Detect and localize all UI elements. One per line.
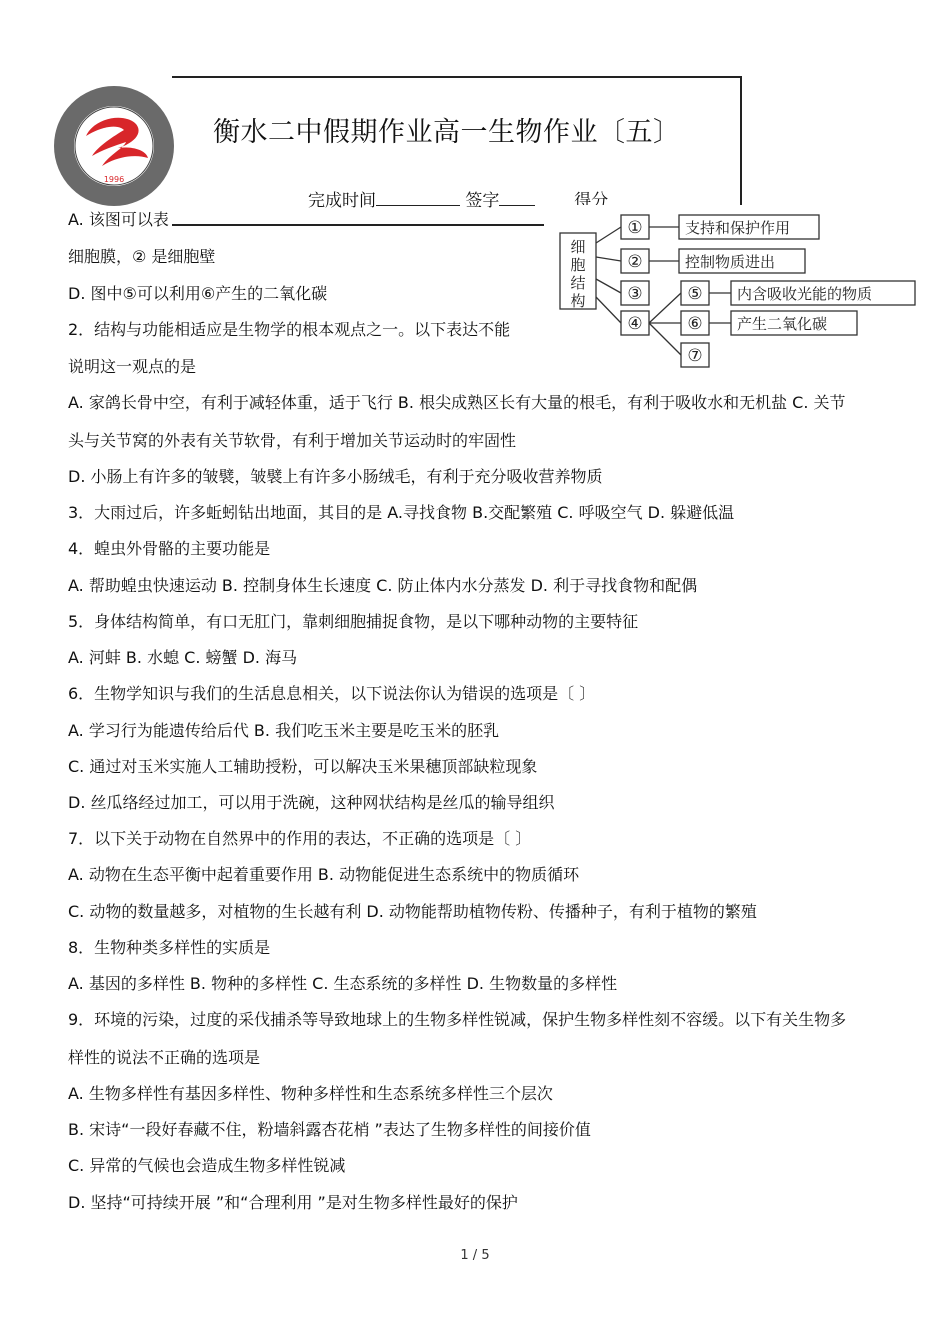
score-label: 得分 xyxy=(574,191,609,211)
text-line: A. 帮助蝗虫快速运动 B. 控制身体生长速度 C. 防止体内水分蒸发 D. 利于寻找食物和配偶 xyxy=(68,576,698,595)
question-8: 8．生物种类多样性的实质是 xyxy=(68,938,271,957)
text-line: A. 家鸽长骨中空，有利于减轻体重，适于飞行 B. 根尖成熟区长有大量的根毛，有利于吸收水和无机盐 C. 关节 xyxy=(68,393,846,412)
question-5: 5．身体结构简单，有口无肛门，靠刺细胞捕捉食物，是以下哪种动物的主要特征 xyxy=(68,612,639,631)
page-number: 1 / 5 xyxy=(460,1248,490,1263)
diagram-label-2: 控制物质进出 xyxy=(685,253,776,271)
text-line: B. 宋诗“一段好春藏不住，粉墙斜露杏花梢 ”表达了生物多样性的间接价值 xyxy=(68,1120,591,1139)
text-line: C. 动物的数量越多，对植物的生长越有利 D. 动物能帮助植物传粉、传播种子，有利于植物的繁殖 xyxy=(68,902,757,921)
diagram-node-5: ⑤ xyxy=(687,284,703,304)
diagram-root-char-2: 胞 xyxy=(570,256,586,274)
diagram-root-char-3: 结 xyxy=(570,274,586,292)
diagram-node-6: ⑥ xyxy=(687,314,703,334)
question-2: 2．结构与功能相适应是生物学的根本观点之一。以下表达不能 xyxy=(68,320,511,339)
diagram-node-3: ③ xyxy=(627,284,643,304)
text-line: A. 该图可以表 xyxy=(68,210,169,229)
question-7: 7．以下关于动物在自然界中的作用的表达，不正确的选项是〔 〕 xyxy=(68,829,532,848)
school-logo xyxy=(52,84,176,208)
text-line: A. 河蚌 B. 水螅 C. 螃蟹 D. 海马 xyxy=(68,648,298,667)
text-line: D. 坚持“可持续开展 ”和“合理利用 ”是对生物多样性最好的保护 xyxy=(68,1193,518,1212)
diagram-node-4: ④ xyxy=(627,314,643,334)
diagram-label-1: 支持和保护作用 xyxy=(685,219,791,237)
sign-label: 签字 xyxy=(465,191,500,211)
page-title: 衡水二中假期作业高一生物作业〔五〕 xyxy=(213,117,681,148)
header-underline xyxy=(172,224,544,226)
question-4: 4．蝗虫外骨骼的主要功能是 xyxy=(68,539,271,558)
diagram-node-7: ⑦ xyxy=(687,346,703,366)
complete-time-blank[interactable] xyxy=(376,189,460,206)
complete-time-label: 完成时间 xyxy=(308,191,376,211)
text-line: 样性的说法不正确的选项是 xyxy=(68,1048,261,1067)
cell-structure-diagram xyxy=(545,205,920,377)
sign-blank[interactable] xyxy=(499,189,535,206)
question-3: 3．大雨过后，许多蚯蚓钻出地面，其目的是 A.寻找食物 B.交配繁殖 C. 呼吸空气 D. 躲避低温 xyxy=(68,503,735,522)
text-line: D. 小肠上有许多的皱襞，皱襞上有许多小肠绒毛，有利于充分吸收营养物质 xyxy=(68,467,603,486)
text-line: 说明这一观点的是 xyxy=(68,357,197,376)
svg-text:1996: 1996 xyxy=(103,175,125,184)
text-line: A. 基因的多样性 B. 物种的多样性 C. 生态系统的多样性 D. 生物数量的多样性 xyxy=(68,974,618,993)
text-line: 细胞膜，② 是细胞壁 xyxy=(68,247,216,266)
text-line: D. 丝瓜络经过加工，可以用于洗碗，这种网状结构是丝瓜的输导组织 xyxy=(68,793,555,812)
diagram-label-5: 内含吸收光能的物质 xyxy=(737,285,873,303)
question-9: 9．环境的污染，过度的采伐捕杀等导致地球上的生物多样性锐减，保护生物多样性刻不容缓。以下有关生物多 xyxy=(68,1010,847,1029)
diagram-root-char-1: 细 xyxy=(570,238,586,256)
text-line: A. 学习行为能遗传给后代 B. 我们吃玉米主要是吃玉米的胚乳 xyxy=(68,721,500,740)
diagram-node-1: ① xyxy=(627,218,643,238)
diagram-node-2: ② xyxy=(627,252,643,272)
text-line: C. 通过对玉米实施人工辅助授粉，可以解决玉米果穗顶部缺粒现象 xyxy=(68,757,538,776)
text-line: 头与关节窝的外表有关节软骨，有利于增加关节运动时的牢固性 xyxy=(68,431,517,450)
text-line: D. 图中⑤可以利用⑥产生的二氧化碳 xyxy=(68,284,328,303)
text-line: A. 动物在生态平衡中起着重要作用 B. 动物能促进生态系统中的物质循环 xyxy=(68,865,580,884)
text-line: C. 异常的气候也会造成生物多样性锐减 xyxy=(68,1156,346,1175)
diagram-root-char-4: 构 xyxy=(570,292,586,310)
diagram-label-6: 产生二氧化碳 xyxy=(737,315,828,333)
question-6: 6．生物学知识与我们的生活息息相关，以下说法你认为错误的选项是〔 〕 xyxy=(68,684,596,703)
text-line: A. 生物多样性有基因多样性、物种多样性和生态系统多样性三个层次 xyxy=(68,1084,553,1103)
